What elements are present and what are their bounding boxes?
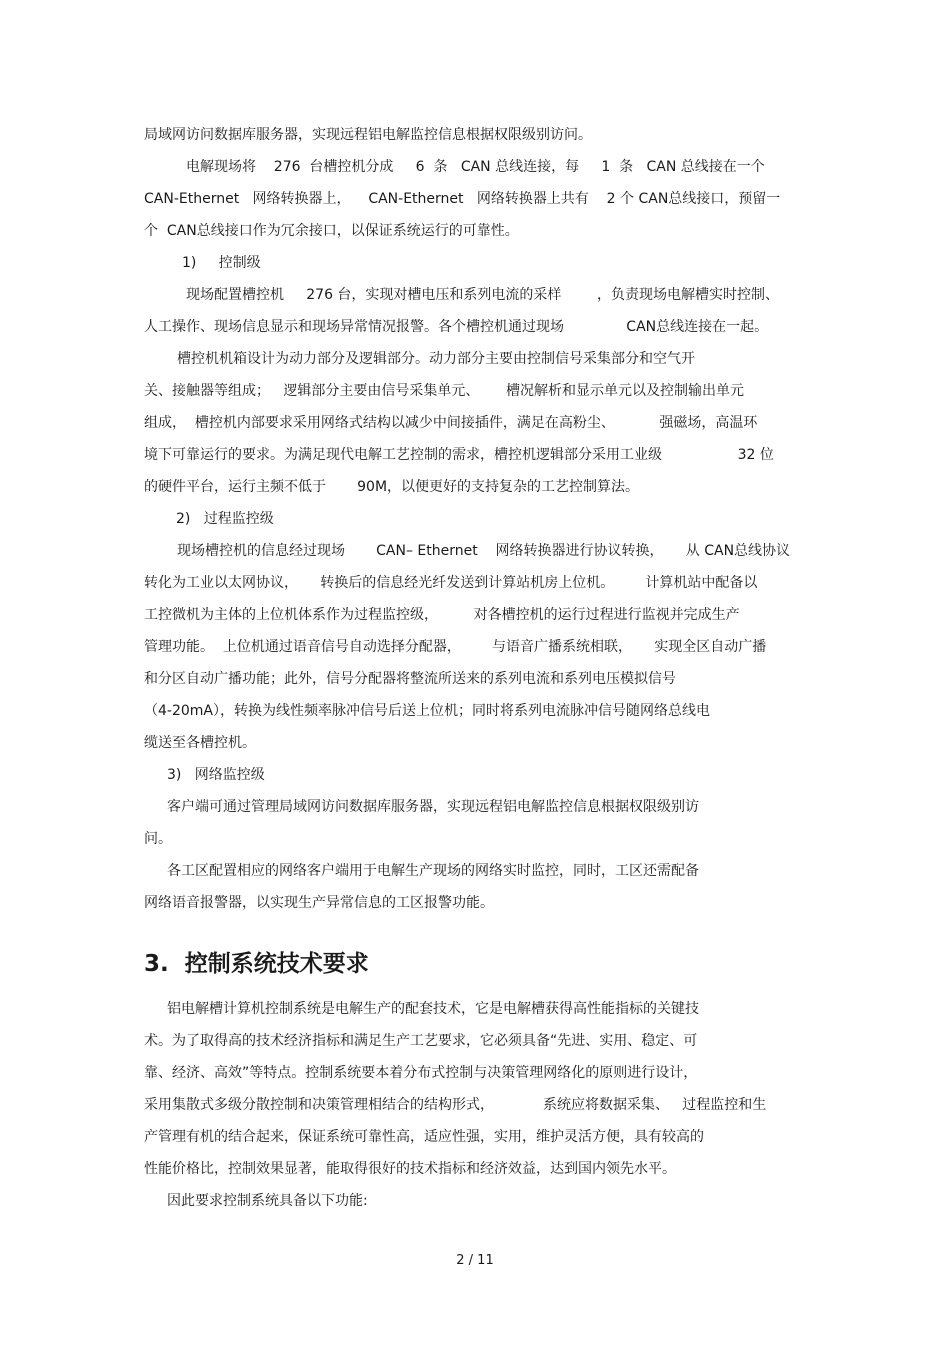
list-heading-control-level: 1) 控制级 (182, 255, 261, 271)
paragraph-line: 管理功能。 上位机通过语音信号自动选择分配器， 与语音广播系统相联， 实现全区自动广播 (144, 639, 767, 655)
paragraph-line: 客户端可通过管理局域网访问数据库服务器，实现远程铝电解监控信息根据权限级别访 (167, 799, 699, 815)
paragraph-line: 因此要求控制系统具备以下功能: (167, 1193, 368, 1209)
paragraph-line: 境下可靠运行的要求。为满足现代电解工艺控制的需求，槽控机逻辑部分采用工业级 32 位 (144, 447, 774, 463)
paragraph-line: 现场配置槽控机 276 台，实现对槽电压和系列电流的采样 ，负责现场电解槽实时控制、 (186, 287, 780, 303)
paragraph-line: 转化为工业以太网协议， 转换后的信息经光纤发送到计算站机房上位机。 计算机站中配备以 (144, 575, 758, 591)
paragraph-line: 铝电解槽计算机控制系统是电解生产的配套技术，它是电解槽获得高性能指标的关键技 (167, 1001, 699, 1017)
paragraph-line: 槽控机机箱设计为动力部分及逻辑部分。动力部分主要由控制信号采集部分和空气开 (177, 351, 695, 367)
paragraph-line: 产管理有机的结合起来，保证系统可靠性高，适应性强，实用，维护灵活方便，具有较高的 (144, 1129, 704, 1145)
paragraph-line: 工控微机为主体的上位机体系作为过程监控级， 对各槽控机的运行过程进行监视并完成生产 (144, 607, 740, 623)
paragraph-line: 采用集散式多级分散控制和决策管理相结合的结构形式， 系统应将数据采集、 过程监控和生 (144, 1097, 767, 1113)
paragraph-line: 人工操作、现场信息显示和现场异常情况报警。各个槽控机通过现场 CAN总线连接在一起。 (144, 319, 769, 335)
paragraph-line: 的硬件平台，运行主频不低于 90M，以便更好的支持复杂的工艺控制算法。 (144, 479, 640, 495)
paragraph-line: 缆送至各槽控机。 (144, 735, 256, 751)
paragraph-line: 关、接触器等组成； 逻辑部分主要由信号采集单元、 槽况解析和显示单元以及控制输出单元 (144, 383, 745, 399)
page-number: 2 / 11 (456, 1253, 494, 1268)
list-heading-process-monitoring: 2) 过程监控级 (176, 511, 274, 527)
paragraph-line: 问。 (144, 831, 172, 847)
list-heading-network-monitoring: 3) 网络监控级 (167, 767, 265, 783)
paragraph-line: 组成， 槽控机内部要求采用网络式结构以减少中间接插件，满足在高粉尘、 强磁场，高温环 (144, 415, 758, 431)
paragraph-line: 电解现场将 276 台槽控机分成 6 条 CAN 总线连接，每 1 条 CAN 总线接在一个 (186, 159, 765, 175)
paragraph-line: 局域网访问数据库服务器，实现远程铝电解监控信息根据权限级别访问。 (144, 127, 592, 143)
paragraph-line: 和分区自动广播功能；此外，信号分配器将整流所送来的系列电流和系列电压模拟信号 (144, 671, 676, 687)
paragraph-line: 术。为了取得高的技术经济指标和满足生产工艺要求，它必须具备“先进、实用、稳定、可 (144, 1033, 698, 1049)
paragraph-line: （4-20mA），转换为线性频率脉冲信号后送上位机；同时将系列电流脉冲信号随网络总线电 (144, 703, 710, 719)
paragraph-line: 靠、经济、高效”等特点。控制系统要本着分布式控制与决策管理网络化的原则进行设计， (144, 1065, 698, 1081)
paragraph-line: 性能价格比，控制效果显著，能取得很好的技术指标和经济效益，达到国内领先水平。 (144, 1161, 676, 1177)
section-heading: 3. 控制系统技术要求 (144, 951, 369, 977)
paragraph-line: 个 CAN总线接口作为冗余接口，以保证系统运行的可靠性。 (144, 223, 519, 239)
paragraph-line: 现场槽控机的信息经过现场 CAN– Ethernet 网络转换器进行协议转换， 从 CAN总线协议 (177, 543, 791, 559)
paragraph-line: 网络语音报警器，以实现生产异常信息的工区报警功能。 (144, 895, 494, 911)
paragraph-line: 各工区配置相应的网络客户端用于电解生产现场的网络实时监控，同时，工区还需配备 (167, 863, 699, 879)
paragraph-line: CAN-Ethernet 网络转换器上， CAN-Ethernet 网络转换器上共有 2 个 CAN总线接口，预留一 (144, 191, 781, 207)
